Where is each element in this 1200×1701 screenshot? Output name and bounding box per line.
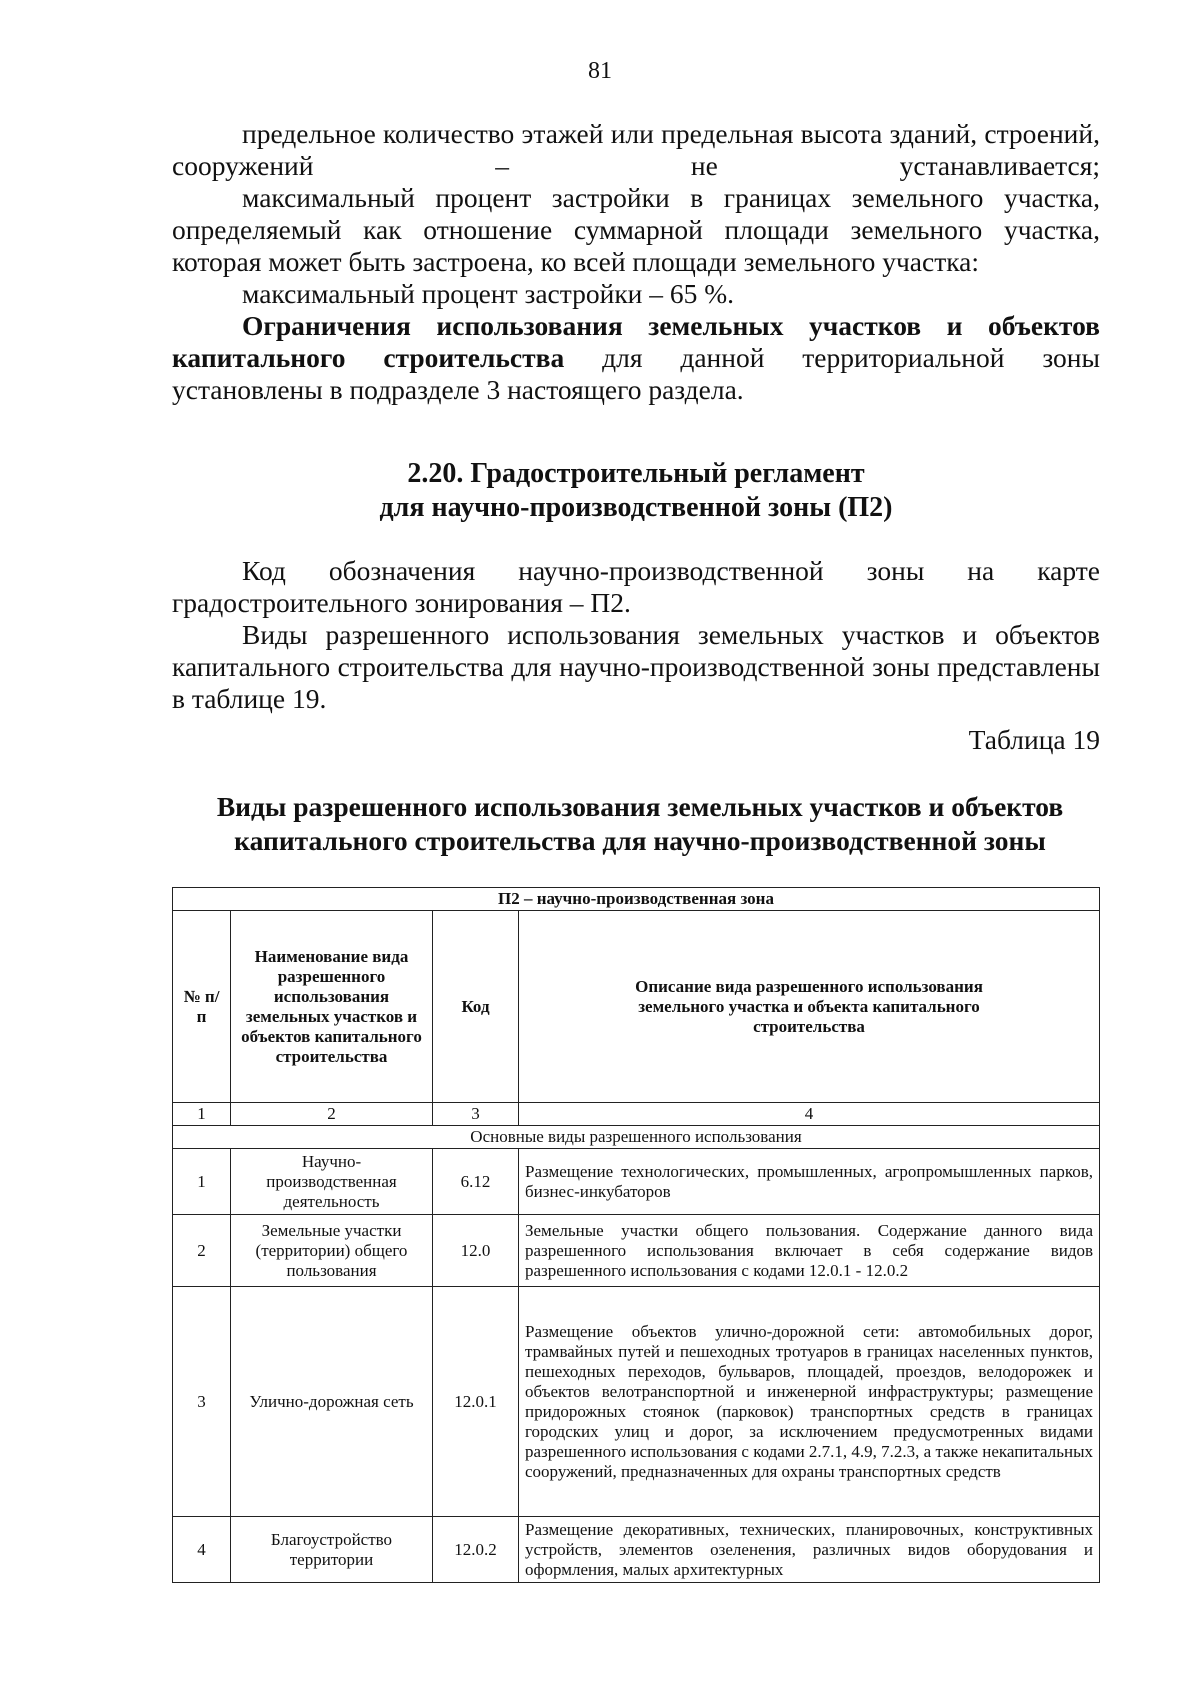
header-description: Описание вида разрешенного использования земельного участка и объекта капитального строительства bbox=[519, 911, 1100, 1103]
header-num: № п/п bbox=[173, 911, 231, 1103]
table-row bbox=[173, 1287, 1100, 1517]
group-row bbox=[173, 1126, 1100, 1149]
table-title-line-2: капитального строительства для научно-производственной зоны bbox=[234, 825, 1046, 856]
group-label: Основные виды разрешенного использования bbox=[173, 1126, 1100, 1149]
restrictions-bold-text: Ограничения использования земельных участков и объектов капитального строительства bbox=[172, 310, 1100, 373]
paragraph-max-coverage-definition: максимальный процент застройки в границах земельного участка, определяемый как отношение суммарной площади земельного участка, которая может быть застроена, ко всей площади земельного участка: bbox=[172, 182, 1100, 277]
row-num: 3 bbox=[173, 1287, 231, 1517]
row-name: Благоустройство территории bbox=[231, 1517, 433, 1583]
column-number: 2 bbox=[231, 1103, 433, 1126]
table-title-line-1: Виды разрешенного использования земельных участков и объектов bbox=[216, 791, 1064, 822]
page-number: 81 bbox=[588, 58, 612, 84]
paragraph-max-coverage-value: максимальный процент застройки – 65 %. bbox=[242, 278, 735, 309]
permitted-uses-table bbox=[172, 887, 1100, 1583]
column-number: 4 bbox=[519, 1103, 1100, 1126]
row-code: 6.12 bbox=[433, 1149, 519, 1215]
table-row bbox=[173, 1149, 1100, 1215]
row-name: Земельные участки (территории) общего пользования bbox=[231, 1215, 433, 1287]
row-description: Земельные участки общего пользования. Содержание данного вида разрешенного использования включает в себя содержание видов разрешенного использования с кодами 12.0.1 - 12.0.2 bbox=[519, 1215, 1100, 1287]
table-row bbox=[173, 1215, 1100, 1287]
column-header-row bbox=[173, 911, 1100, 1103]
row-code: 12.0 bbox=[433, 1215, 519, 1287]
table-title bbox=[150, 790, 1130, 858]
header-name: Наименование вида разрешенного использования земельных участков и объектов капитального строительства bbox=[231, 911, 433, 1103]
row-description: Размещение декоративных, технических, планировочных, конструктивных устройств, элементов озеленения, различных видов оборудования и оформления, малых архитектурных bbox=[519, 1517, 1100, 1583]
row-code: 12.0.2 bbox=[433, 1517, 519, 1583]
zone-header-row bbox=[173, 888, 1100, 911]
paragraph-zone-code: Код обозначения научно-производственной зоны на карте градостроительного зонирования – П2. bbox=[172, 555, 1100, 618]
row-code: 12.0.1 bbox=[433, 1287, 519, 1517]
column-number: 1 bbox=[173, 1103, 231, 1126]
row-description: Размещение технологических, промышленных, агропромышленных парков, бизнес-инкубаторов bbox=[519, 1149, 1100, 1215]
row-description: Размещение объектов улично-дорожной сети: автомобильных дорог, трамвайных путей и пешеходных тротуаров в границах населенных пунктов, пешеходных переходов, бульваров, площадей, проездов, велодорожек и объектов велотранспортной и инженерной инфраструктуры; размещение придорожных стоянок (парковок) транспортных средств в границах городских улиц и дорог, за исключением предусмотренных видами разрешенного использования с кодами 2.7.1, 4.9, 7.2.3, а также некапитальных сооружений, предназначенных для охраны транспортных средств bbox=[519, 1287, 1100, 1517]
row-name: Научно-производственная деятельность bbox=[231, 1149, 433, 1215]
paragraph-height-limit: предельное количество этажей или предельная высота зданий, строений, сооружений – не устанавливается; bbox=[172, 118, 1100, 181]
body-text-block bbox=[172, 118, 1100, 406]
restrictions-rest-text: для данной территориальной зоны установлены в подразделе 3 настоящего раздела. bbox=[172, 342, 1100, 405]
table-caption: Таблица 19 bbox=[968, 724, 1100, 755]
section-heading-line-2: для научно-производственной зоны (П2) bbox=[379, 492, 893, 523]
table-row bbox=[173, 1517, 1100, 1583]
row-num: 2 bbox=[173, 1215, 231, 1287]
row-num: 1 bbox=[173, 1149, 231, 1215]
row-name: Улично-дорожная сеть bbox=[231, 1287, 433, 1517]
row-num: 4 bbox=[173, 1517, 231, 1583]
body-text-block-2 bbox=[172, 555, 1100, 715]
column-number-row bbox=[173, 1103, 1100, 1126]
section-heading bbox=[172, 457, 1100, 525]
zone-header-cell: П2 – научно-производственная зона bbox=[173, 888, 1100, 911]
header-code: Код bbox=[433, 911, 519, 1103]
paragraph-table-reference: Виды разрешенного использования земельных участков и объектов капитального строительства для научно-производственной зоны представлены в таблице 19. bbox=[172, 619, 1100, 714]
section-heading-line-1: 2.20. Градостроительный регламент bbox=[407, 458, 865, 489]
column-number: 3 bbox=[433, 1103, 519, 1126]
paragraph-restrictions bbox=[172, 310, 1100, 406]
